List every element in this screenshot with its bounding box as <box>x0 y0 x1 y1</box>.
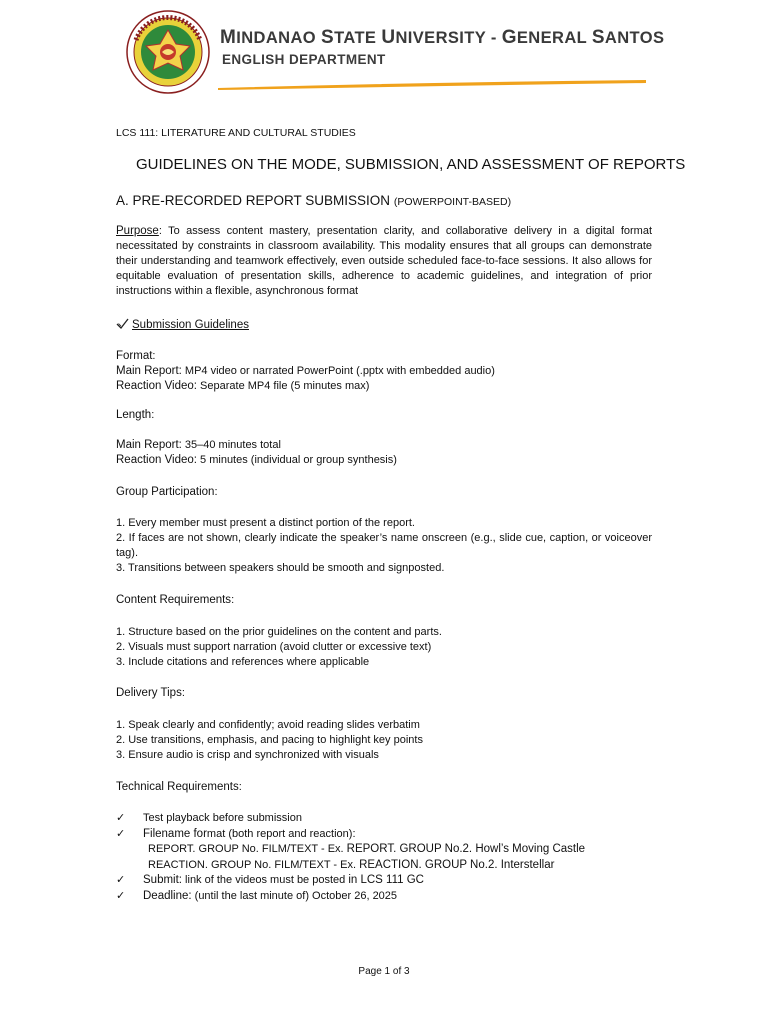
university-name: MINDANAO STATE UNIVERSITY - GENERAL SANTOS <box>220 27 665 48</box>
length-label: Length: <box>116 409 155 421</box>
tick-icon: ✓ <box>116 827 126 840</box>
list-item: 2. If faces are not shown, clearly indicate the speaker’s name onscreen (e.g., slide cue, caption, or voiceover tag). <box>116 532 652 559</box>
section-a-heading: A. PRE-RECORDED REPORT SUBMISSION (POWERPOINT-BASED) <box>116 193 512 208</box>
submission-guidelines-heading: Submission Guidelines <box>116 318 249 333</box>
section-a-subheading: (POWERPOINT-BASED) <box>393 196 512 208</box>
list-item: 1. Structure based on the prior guidelines on the content and parts. <box>116 626 442 638</box>
list-item: ✓ Submit: link of the videos must be posted in LCS 111 GC <box>116 873 656 889</box>
format-block: Format: Main Report: MP4 video or narrated PowerPoint (.pptx with embedded audio) Reaction Video: Separate MP4 file (5 minutes max) <box>116 350 495 392</box>
list-item: 2. Visuals must support narration (avoid clutter or excessive text) <box>116 641 432 653</box>
delivery-tips-label: Delivery Tips: <box>116 687 185 699</box>
list-item: 3. Transitions between speakers should be smooth and signposted. <box>116 562 445 574</box>
university-seal-logo <box>126 10 210 94</box>
list-item: ✓ Deadline: (until the last minute of) October 26, 2025 <box>116 889 656 905</box>
content-requirements-list <box>116 625 652 670</box>
content-requirements-label: Content Requirements: <box>116 594 235 606</box>
group-participation-label: Group Participation: <box>116 486 218 498</box>
checkmark-icon <box>116 318 129 329</box>
filename-example-report: REPORT. GROUP No. FILM/TEXT - Ex. REPORT. GROUP No.2. Howl’s Moving Castle <box>148 843 586 855</box>
page-number: Page 1 of 3 <box>358 966 410 977</box>
page-title: GUIDELINES ON THE MODE, SUBMISSION, AND ASSESSMENT OF REPORTS <box>136 156 686 173</box>
list-item: 1. Speak clearly and confidently; avoid reading slides verbatim <box>116 719 420 731</box>
technical-requirements-label: Technical Requirements: <box>116 781 242 793</box>
list-item: 3. Include citations and references where applicable <box>116 656 370 668</box>
list-item: 2. Use transitions, emphasis, and pacing to highlight key points <box>116 734 423 746</box>
list-item: ✓ Filename format (both report and reaction): <box>116 827 656 843</box>
purpose-label: Purpose <box>116 225 159 237</box>
header-accent-rule <box>218 80 646 94</box>
format-label: Format <box>116 350 153 362</box>
technical-requirements-list <box>116 811 656 904</box>
tick-icon: ✓ <box>116 874 126 886</box>
group-participation-list <box>116 516 652 576</box>
list-item: 1. Every member must present a distinct portion of the report. <box>116 517 415 529</box>
tick-icon: ✓ <box>116 889 126 902</box>
list-item: ✓ Test playback before submission <box>116 811 656 827</box>
length-block: Main Report: 35–40 minutes total Reaction Video: 5 minutes (individual or group synthesis) <box>116 439 397 466</box>
list-item: 3. Ensure audio is crisp and synchronized with visuals <box>116 749 379 761</box>
filename-example-reaction: REACTION. GROUP No. FILM/TEXT - Ex. REACTION. GROUP No.2. Interstellar <box>148 858 555 871</box>
department-name: ENGLISH DEPARTMENT <box>222 52 386 67</box>
delivery-tips-list <box>116 718 652 763</box>
purpose-paragraph: Purpose: To assess content mastery, presentation clarity, and collaborative delivery in a digital format necessitated by constraints in classroom availability. This modality ensures that all groups can demonstrate their understanding and teamwork effectively, even outside scheduled face-to-face sessions. It also allows for equitable evaluation of presentation skills, adherence to academic guidelines, and integration of prior instructions within a flexible, asynchronous format <box>116 225 652 297</box>
course-code: LCS 111: LITERATURE AND CULTURAL STUDIES <box>116 127 356 139</box>
tick-icon: ✓ <box>116 812 126 824</box>
